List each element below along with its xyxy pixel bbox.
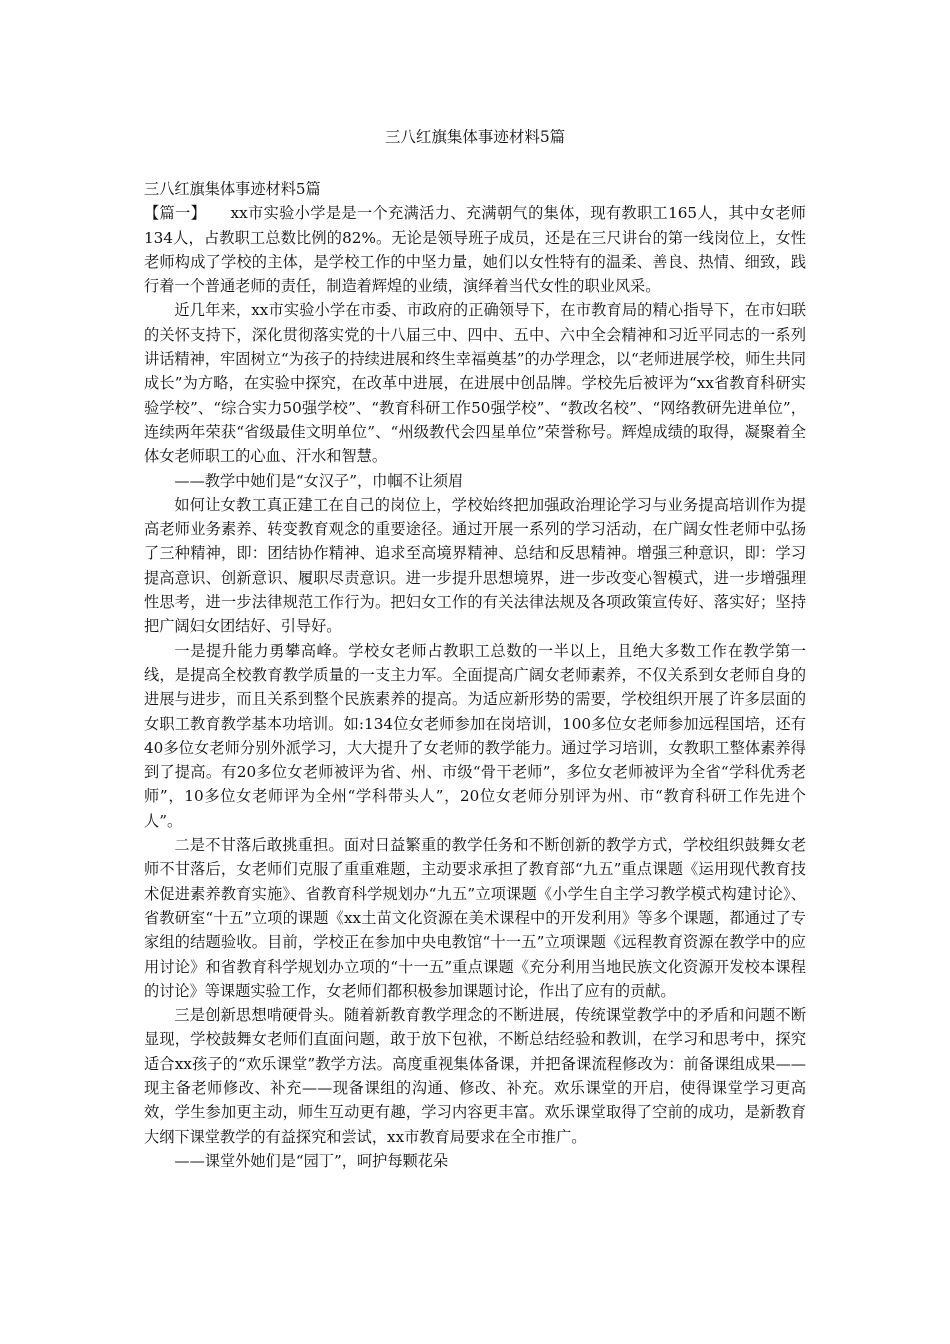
paragraph: 如何让女教工真正建工在自己的岗位上，学校始终把加强政治理论学习与业务提高培训作为提高老师业务素养、转变教育观念的重要途径。通过开展一系列的学习活动，在广阔女性老师中弘扬了三种精神，即：团结协作精神、追求至高境界精神、总结和反思精神。增强三种意识，即：学习提高意识、创新意识、履职尽责意识。进一步提升思想境界，进一步改变心智模式，进一步增强理性思考，进一步法律规范工作行为。把妇女工作的有关法律法规及各项政策宣传好、落实好；坚持把广阔妇女团结好、引导好。	[144, 495, 806, 636]
paragraph-text: xx市实验小学是是一个充满活力、充满朝气的集体，现有教职工165人，其中女老师134人，占教职工总数比例的82%。无论是领导班子成员，还是在三尺讲台的第一线岗位上，女性老师构成了学校的主体，是学校工作的中坚力量，她们以女性特有的温柔、善良、热情、细致，践行着一个普通老师的责任，制造着辉煌的业绩，演绎着当代女性的职业风采。	[144, 204, 806, 296]
document-heading: 三八红旗集体事迹材料5篇	[144, 180, 321, 198]
document-body	[144, 177, 806, 1173]
section-subtitle: ——教学中她们是“女汉子”，巾帼不让须眉	[174, 471, 464, 490]
section-tag: 【篇一】	[144, 204, 207, 223]
paragraph: 近几年来，xx市实验小学在市委、市政府的正确领导下，在市教育局的精心指导下，在市妇联的关怀支持下，深化贯彻落实党的十八届三中、四中、五中、六中全会精神和习近平同志的一系列讲话精神，牢固树立“为孩子的持续进展和终生幸福奠基”的办学理念，以“老师进展学校，师生共同成长”为方略，在实验中探究，在改革中进展，在进展中创品牌。学校先后被评为“xx省教育科研实验学校”、“综合实力50强学校”、“教育科研工作50强学校”、“教改名校”、“网络教研先进单位”，连续两年荣获“省级最佳文明单位”、“州级教代会四星单位”荣誉称号。辉煌成绩的取得，凝聚着全体女老师职工的心血、汗水和智慧。	[144, 301, 806, 466]
page-title: 三八红旗集体事迹材料5篇	[384, 128, 566, 146]
paragraph: 二是不甘落后敢挑重担。面对日益繁重的教学任务和不断创新的教学方式，学校组织鼓舞女老师不甘落后，女老师们克服了重重难题，主动要求承担了教育部“九五”重点课题《运用现代教育技术促进素养教育实施》、省教育科学规划办“九五”立项课题《小学生自主学习教学模式构建讨论》、省教研室“十五”立项的课题《xx土苗文化资源在美术课程中的开发利用》等多个课题，都通过了专家组的结题验收。目前，学校正在参加中央电教馆“十一五”立项课题《远程教育资源在教学中的应用讨论》和省教育科学规划办立项的“十一五”重点课题《充分利用当地民族文化资源开发校本课程的讨论》等课题实验工作，女老师们都积极参加课题讨论，作出了应有的贡献。	[144, 836, 806, 1000]
paragraph: 一是提升能力勇攀高峰。学校女老师占教职工总数的一半以上，且绝大多数工作在教学第一线，是提高全校教育教学质量的一支主力军。全面提高广阔女老师素养，不仅关系到女老师自身的进展与进步，而且关系到整个民族素养的提高。为适应新形势的需要，学校组织开展了许多层面的女职工教育教学基本功培训。如:134位女老师参加在岗培训，100多位女老师参加远程国培，还有40多位女老师分别外派学习，大大提升了女老师的教学能力。通过学习培训，女教职工整体素养得到了提高。有20多位女老师被评为省、州、市级“骨干老师”，多位女老师被评为全省“学科优秀老师”，10多位女老师评为全州“学科带头人”，20位女老师分别评为州、市“教育科研工作先进个人”。	[144, 641, 806, 830]
section-subtitle: ——课堂外她们是“园丁”，呵护每颗花朵	[174, 1151, 449, 1170]
paragraph	[144, 201, 806, 298]
paragraph: 三是创新思想啃硬骨头。随着新教育教学理念的不断进展，传统课堂教学中的矛盾和问题不断显现，学校鼓舞女老师们直面问题，敢于放下包袱，不断总结经验和教训，在学习和思考中，探究适合xx孩子的“欢乐课堂”教学方法。高度重视集体备课，并把备课流程修改为：前备课组成果——现主备老师修改、补充——现备课组的沟通、修改、补充。欢乐课堂的开启，使得课堂学习更高效，学生参加更主动，师生互动更有趣，学习内容更丰富。欢乐课堂取得了空前的成功，是新教育大纲下课堂教学的有益探究和尝试，xx市教育局要求在全市推广。	[144, 1006, 806, 1146]
